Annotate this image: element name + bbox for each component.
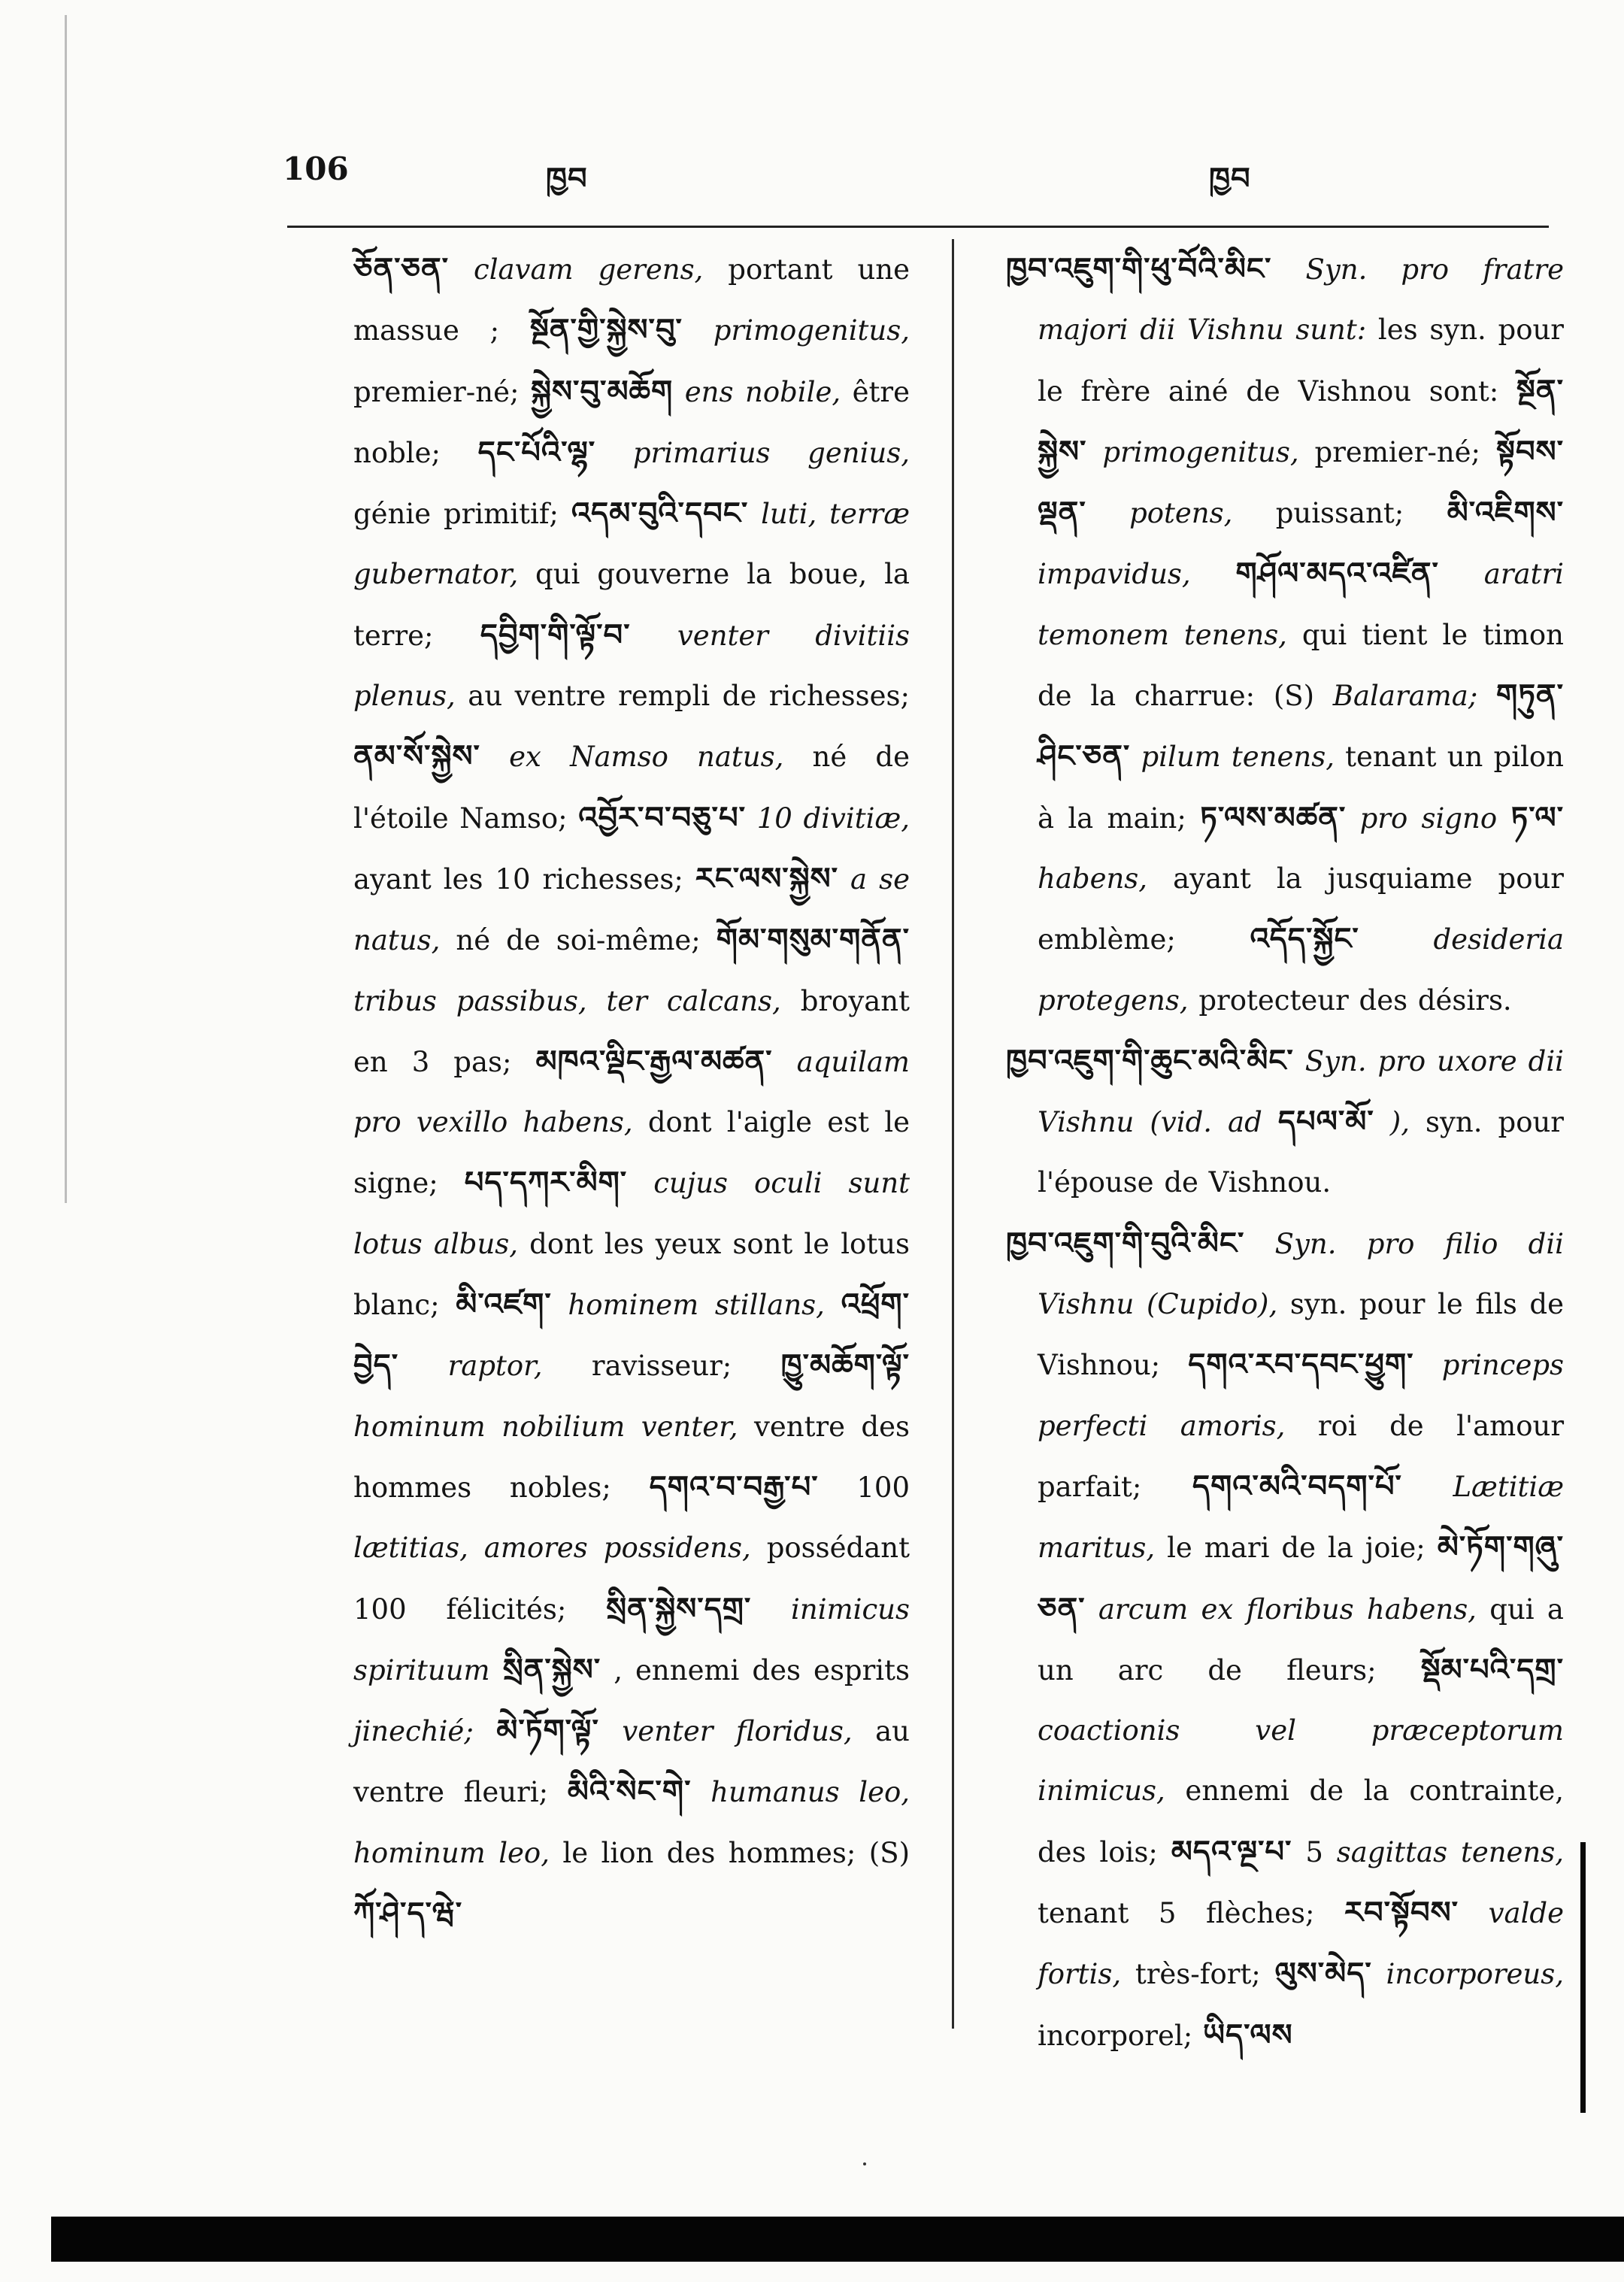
dictionary-entry (1006, 239, 1564, 1031)
french-gloss: broyant en 3 pas; (353, 984, 910, 1078)
latin-gloss: pilum tenens, (1141, 741, 1335, 774)
french-gloss: ravisseur; (591, 1350, 732, 1383)
latin-gloss: incorporeus, (1386, 1958, 1565, 1991)
tibetan-term: འདོད་སྐྱོང་ (1250, 922, 1359, 957)
latin-gloss: inimicus spirituum (353, 1593, 910, 1686)
tibetan-term: ཅོན་ཅན་ (353, 252, 450, 286)
tibetan-term: ནམ་སོ་སྐྱེས་ (353, 739, 480, 774)
latin-gloss: a se natus, (353, 862, 910, 957)
tibetan-term: དབྱིག་གི་ལྟོ་བ་ (480, 617, 631, 653)
latin-gloss: primogenitus, (1102, 435, 1299, 468)
french-gloss: dont les yeux sont le lotus blanc; (353, 1227, 910, 1322)
latin-gloss: 10 divitiæ, (756, 802, 910, 835)
tibetan-term: སྔོན་སྐྱེས་ (1038, 373, 1564, 469)
header-rule (287, 226, 1549, 228)
tibetan-term: ཁྱབ་འཇུག་གི་ཕུ་བོའི་མིང་ (1006, 252, 1272, 286)
tibetan-term: གཤོལ་མདའ་འཛིན་ (1235, 556, 1439, 592)
tibetan-term: འབྱོར་བ་བཅུ་པ་ (578, 800, 746, 835)
french-gloss: ayant la jusquiame pour emblème; (1038, 862, 1564, 956)
ink-speck (863, 2162, 866, 2165)
running-head-left: ཁྱབ (546, 162, 588, 196)
french-gloss: au ventre rempli de richesses; (468, 680, 910, 713)
french-gloss: qui tient le timon de la charrue: (S) (1038, 618, 1564, 713)
page-edge-rule (1580, 1842, 1586, 2113)
latin-gloss: clavam gerens, (473, 253, 704, 286)
french-gloss: roi de l'amour parfait; (1038, 1409, 1565, 1503)
latin-gloss: aquilam pro vexillo habens, (353, 1045, 910, 1139)
french-gloss: être noble; (353, 375, 910, 469)
french-gloss: le lion des hommes; (S) (562, 1836, 910, 1869)
tibetan-term: ཀོ་ཤེ་ད་ཝེ་ (353, 1896, 463, 1932)
latin-gloss: ens nobile, (684, 375, 841, 408)
tibetan-term: དང་པོའི་ལྷ་ (477, 435, 596, 470)
french-gloss: 5 (1305, 1835, 1323, 1868)
french-gloss: 100 (856, 1471, 910, 1504)
latin-gloss: tribus passibus, ter calcans, (353, 984, 781, 1017)
french-gloss: qui gouverne la boue, la terre; (353, 558, 910, 652)
latin-gloss: impavidus, (1038, 558, 1191, 591)
latin-gloss: venter divitiis plenus, (353, 619, 910, 713)
latin-gloss: Balarama; (1332, 680, 1478, 713)
latin-gloss: cujus oculi sunt lotus albus, (353, 1167, 910, 1260)
tibetan-term: ཏ་ལས་མཚན་ (1200, 800, 1347, 835)
page-number: 106 (283, 150, 349, 187)
tibetan-term: གོམ་གསུམ་གནོན་ (716, 923, 910, 958)
latin-gloss: coactionis vel præceptorum inimicus, (1038, 1714, 1564, 1808)
tibetan-term: སྔོན་གྱི་སྐྱེས་བུ་ (529, 313, 683, 348)
french-gloss: né de soi-même; (456, 924, 701, 957)
tibetan-term: སྟོབས་ལྡན་ (1038, 434, 1564, 531)
tibetan-term: ལུས་མེད་ (1274, 1956, 1372, 1992)
tibetan-term: མཁའ་ལྡིང་རྒྱལ་མཚན་ (535, 1044, 773, 1079)
latin-gloss: primogenitus, (713, 314, 910, 347)
tibetan-term: རང་ལས་སྐྱེས་ (695, 861, 839, 896)
french-gloss: dont l'aigle est le signe; (353, 1106, 910, 1200)
latin-gloss: aratri temonem tenens, (1038, 558, 1564, 651)
latin-gloss: pro signo (1359, 802, 1498, 835)
french-gloss: premier-né; (1314, 435, 1481, 468)
tibetan-term: དགའ་བ་བརྒྱ་པ་ (649, 1469, 819, 1505)
tibetan-term: མིའི་སེང་གེ་ (567, 1774, 692, 1810)
tibetan-term: ཡིད་ལས (1202, 2017, 1293, 2053)
left-column-text (353, 239, 910, 1944)
latin-gloss: Syn. pro filio dii Vishnu (Cupido), (1038, 1227, 1564, 1321)
tibetan-term: མདའ་ལྔ་པ་ (1171, 1834, 1292, 1869)
latin-gloss: raptor, (447, 1350, 543, 1383)
tibetan-term: མི་འཛག་ (456, 1287, 552, 1323)
dictionary-entry (1006, 1031, 1564, 1214)
latin-gloss: Lætitiæ maritus, (1038, 1470, 1565, 1565)
french-gloss: né de l'étoile Namso; (353, 741, 910, 835)
tibetan-term: སྲིན་སྐྱེས་དགྲ་ (606, 1591, 752, 1626)
french-gloss: syn. pour l'épouse de Vishnou. (1038, 1106, 1564, 1199)
latin-gloss: valde fortis, (1038, 1897, 1564, 1991)
tibetan-term: མེ་ཏོག་ལྟོ་ (496, 1714, 599, 1749)
french-gloss: possédant 100 félicités; (353, 1532, 910, 1626)
dictionary-entry (1006, 1214, 1564, 2066)
tibetan-term: སྡོམ་པའི་དགྲ་ (1420, 1652, 1564, 1687)
latin-gloss: hominum nobilium venter, (353, 1410, 738, 1443)
tibetan-term: འཕྲོག་བྱེད་ (353, 1287, 910, 1383)
tibetan-term: དགའ་རབ་དབང་ཕྱུག་ (1188, 1347, 1414, 1383)
latin-gloss: luti, terræ gubernator, (353, 498, 910, 591)
french-gloss: puissant; (1275, 497, 1404, 530)
french-gloss: au ventre fleuri; (353, 1715, 910, 1809)
tibetan-term: སྲིན་སྐྱེས་ (502, 1652, 601, 1687)
french-gloss: premier-né; (353, 375, 520, 408)
french-gloss: , ennemi des esprits (614, 1653, 910, 1686)
latin-gloss: jinechié; (353, 1715, 474, 1748)
tibetan-term: ཁྱུ་མཆོག་ལྟོ་ (780, 1348, 910, 1383)
latin-gloss: ex Namso natus, (509, 741, 784, 774)
tibetan-term: ཁྱབ་འཇུག་གི་བུའི་མིང་ (1006, 1226, 1245, 1261)
latin-gloss: humanus leo, hominum leo, (353, 1776, 910, 1869)
french-gloss: tenant 5 flèches; (1038, 1897, 1315, 1930)
french-gloss: tenant un pilon à la main; (1038, 741, 1564, 835)
tibetan-term: རབ་སྟོབས་ (1344, 1896, 1459, 1931)
latin-gloss: habens, (1038, 862, 1148, 895)
latin-gloss: desideria protegens, (1038, 923, 1565, 1017)
french-gloss: ennemi de la contrainte, des lois; (1038, 1774, 1564, 1868)
latin-gloss: princeps perfecti amoris, (1038, 1349, 1565, 1442)
tibetan-term: འདམ་བུའི་དབང་ (571, 496, 749, 532)
latin-gloss: sagittas tenens, (1336, 1835, 1565, 1868)
latin-gloss: Syn. pro fratre majori dii Vishnu sunt: (1038, 253, 1565, 347)
tibetan-term: པད་དཀར་མིག་ (464, 1165, 628, 1201)
tibetan-term: ཁྱབ་འཇུག་གི་ཆུང་མའི་མིང་ (1006, 1043, 1294, 1078)
french-gloss: protecteur des désirs. (1198, 983, 1512, 1017)
column-divider (952, 239, 954, 2029)
tibetan-term: དགའ་མའི་བདག་པོ་ (1192, 1468, 1402, 1504)
french-gloss: le mari de la joie; (1167, 1532, 1426, 1565)
french-gloss: très-fort; (1135, 1958, 1261, 1991)
left-column (353, 239, 910, 1944)
tibetan-term: སྐྱེས་བུ་མཆོག (531, 374, 674, 409)
tibetan-term: གཏུན་ཤིང་ཅན་ (1038, 678, 1564, 774)
french-gloss: qui a un arc de fleurs; (1038, 1593, 1564, 1686)
scan-bottom-bar (51, 2217, 1624, 2262)
french-gloss: les syn. pour le frère ainé de Vishnou sont: (1038, 314, 1564, 408)
latin-gloss: primarius genius, (632, 436, 910, 469)
latin-gloss: hominem stillans, (568, 1289, 825, 1322)
french-gloss: syn. pour le fils de Vishnou; (1038, 1288, 1564, 1382)
latin-gloss: Syn. pro uxore dii Vishnu (vid. ad (1038, 1044, 1565, 1139)
tibetan-term: མེ་ཏོག་གཞུ་ཅན་ (1038, 1530, 1565, 1626)
french-gloss: ayant les 10 richesses; (353, 862, 683, 896)
french-gloss: incorporel; (1038, 2019, 1193, 2052)
tibetan-term: མི་འཇིགས་ (1447, 495, 1565, 531)
right-column (1006, 239, 1564, 2066)
tibetan-term: ཏ་ལ་ (1510, 800, 1565, 835)
latin-gloss: ), (1389, 1106, 1410, 1139)
french-gloss: génie primitif; (353, 498, 559, 531)
latin-gloss: potens, (1129, 497, 1233, 530)
latin-gloss: venter floridus, (622, 1715, 853, 1748)
latin-gloss: arcum ex floribus habens, (1098, 1593, 1477, 1626)
french-gloss: portant une massue ; (353, 253, 910, 347)
page-edge-shadow (65, 15, 67, 1203)
french-gloss: ventre des hommes nobles; (353, 1410, 910, 1504)
tibetan-term: དཔལ་མོ་ (1277, 1105, 1374, 1140)
latin-gloss: lætitias, amores possidens, (353, 1532, 751, 1565)
running-head-right: ཁྱབ (1209, 162, 1251, 196)
